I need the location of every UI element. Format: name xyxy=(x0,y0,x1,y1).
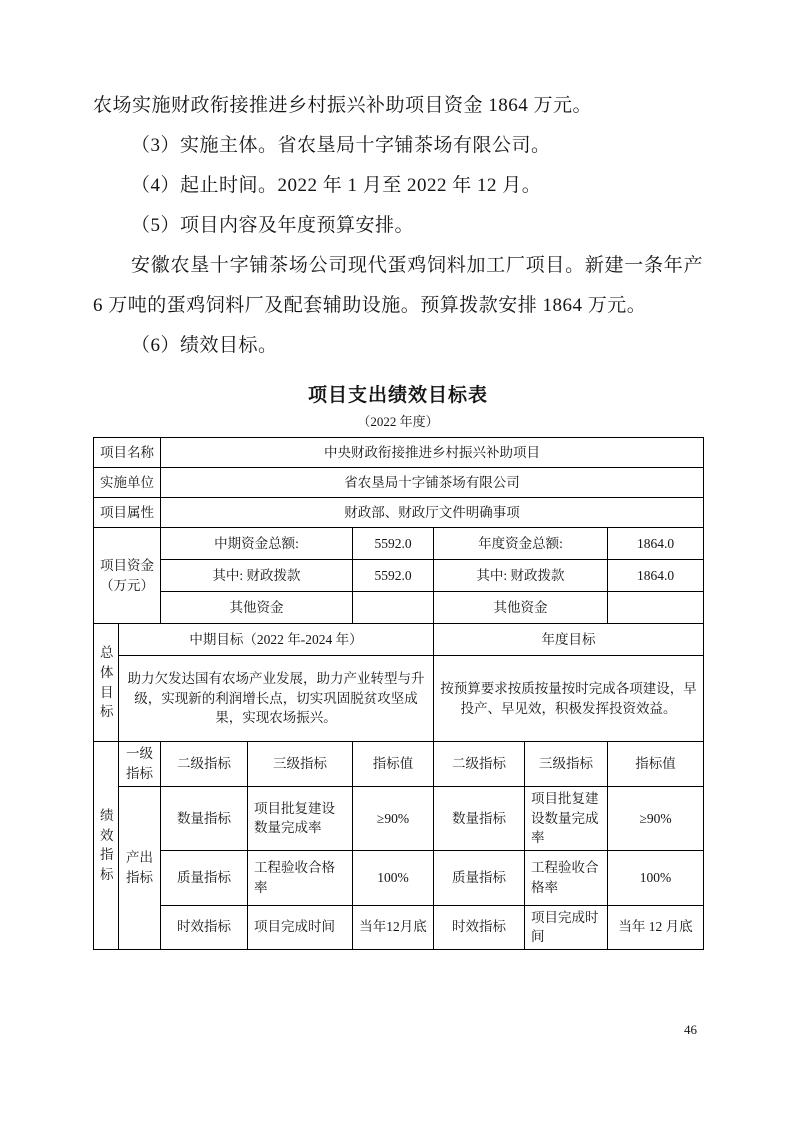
indicator-cell: 100% xyxy=(353,850,434,905)
midterm-total-label-cell: 中期资金总额: xyxy=(161,528,353,560)
indicator-value-header-cell: 指标值 xyxy=(353,742,434,787)
body-paragraph: （6）绩效目标。 xyxy=(131,335,278,356)
annual-other-value-cell xyxy=(608,592,704,624)
body-paragraph: 安徽农垦十字铺茶场公司现代蛋鸡饲料加工厂项目。新建一条年产 6 万吨的蛋鸡饲料厂及配套辅助设施。预算拨款安排 1864 万元。 xyxy=(93,255,703,316)
indicator-cell: 质量指标 xyxy=(434,850,525,905)
project-name-label-cell: 项目名称 xyxy=(94,438,161,468)
performance-indicator-label-cell: 绩效指标 xyxy=(94,742,119,950)
indicator-cell: 质量指标 xyxy=(161,850,248,905)
project-funds-label-cell xyxy=(94,528,161,624)
annual-fiscal-label-cell: 其中: 财政拨款 xyxy=(434,560,608,592)
indicator-cell: 工程验收合格率 xyxy=(525,850,608,905)
indicator-cell: 项目完成时间 xyxy=(525,905,608,949)
annual-total-value-cell: 1864.0 xyxy=(608,528,704,560)
annual-goal-header-cell: 年度目标 xyxy=(434,624,704,656)
annual-total-label-cell: 年度资金总额: xyxy=(434,528,608,560)
indicator-cell: 项目批复建设数量完成率 xyxy=(525,787,608,851)
level1-indicator-header-cell: 一级指标 xyxy=(119,742,161,787)
project-funds-label: 项目资金（万元） xyxy=(100,557,154,593)
body-paragraph: （5）项目内容及年度预算安排。 xyxy=(131,215,415,236)
output-indicator-label-cell: 产出指标 xyxy=(119,787,161,950)
midterm-other-label-cell: 其他资金 xyxy=(161,592,353,624)
indicator-cell: 时效指标 xyxy=(434,905,525,949)
performance-target-table xyxy=(93,437,704,950)
project-attribute-value-cell: 财政部、财政厅文件明确事项 xyxy=(161,498,704,528)
indicator-cell: 当年12月底 xyxy=(353,905,434,949)
project-attribute-label-cell: 项目属性 xyxy=(94,498,161,528)
indicator-cell: 当年 12 月底 xyxy=(608,905,704,949)
body-paragraph: （4）起止时间。2022 年 1 月至 2022 年 12 月。 xyxy=(131,175,542,196)
table-year-subtitle: （2022 年度） xyxy=(357,414,439,429)
body-paragraph: （3）实施主体。省农垦局十字铺茶场有限公司。 xyxy=(131,135,551,156)
indicator-cell: 工程验收合格率 xyxy=(248,850,353,905)
indicator-value-header-cell-annual: 指标值 xyxy=(608,742,704,787)
overall-goal-label-cell: 总体目标 xyxy=(94,624,119,742)
indicator-cell: ≥90% xyxy=(353,787,434,851)
annual-fiscal-value-cell: 1864.0 xyxy=(608,560,704,592)
indicator-cell: 数量指标 xyxy=(434,787,525,851)
project-name-value-cell: 中央财政衔接推进乡村振兴补助项目 xyxy=(161,438,704,468)
indicator-cell: 时效指标 xyxy=(161,905,248,949)
annual-other-label-cell: 其他资金 xyxy=(434,592,608,624)
indicator-cell: 项目完成时间 xyxy=(248,905,353,949)
midterm-goal-text-cell: 助力欠发达国有农场产业发展，助力产业转型与升级，实现新的利润增长点，切实巩固脱贫攻坚成果，实现农场振兴。 xyxy=(119,656,434,742)
midterm-other-value-cell xyxy=(353,592,434,624)
page-content xyxy=(93,86,703,950)
table-title: 项目支出绩效目标表 xyxy=(307,385,488,406)
implementing-unit-value-cell: 省农垦局十字铺茶场有限公司 xyxy=(161,468,704,498)
level3-indicator-header-cell-annual: 三级指标 xyxy=(525,742,608,787)
indicator-cell: 100% xyxy=(608,850,704,905)
midterm-fiscal-value-cell: 5592.0 xyxy=(353,560,434,592)
body-paragraph: 农场实施财政衔接推进乡村振兴补助项目资金 1864 万元。 xyxy=(93,95,593,116)
level2-indicator-header-cell: 二级指标 xyxy=(161,742,248,787)
indicator-cell: ≥90% xyxy=(608,787,704,851)
page-number: 46 xyxy=(684,1022,697,1037)
level2-indicator-header-cell-annual: 二级指标 xyxy=(434,742,525,787)
indicator-cell: 数量指标 xyxy=(161,787,248,851)
midterm-total-value-cell: 5592.0 xyxy=(353,528,434,560)
annual-goal-text-cell: 按预算要求按质按量按时完成各项建设，早投产、早见效，积极发挥投资效益。 xyxy=(434,656,704,742)
indicator-cell: 项目批复建设数量完成率 xyxy=(248,787,353,851)
body-text-block xyxy=(93,86,703,366)
implementing-unit-label-cell: 实施单位 xyxy=(94,468,161,498)
midterm-fiscal-label-cell: 其中: 财政拨款 xyxy=(161,560,353,592)
level3-indicator-header-cell: 三级指标 xyxy=(248,742,353,787)
midterm-goal-header-cell: 中期目标（2022 年-2024 年） xyxy=(119,624,434,656)
